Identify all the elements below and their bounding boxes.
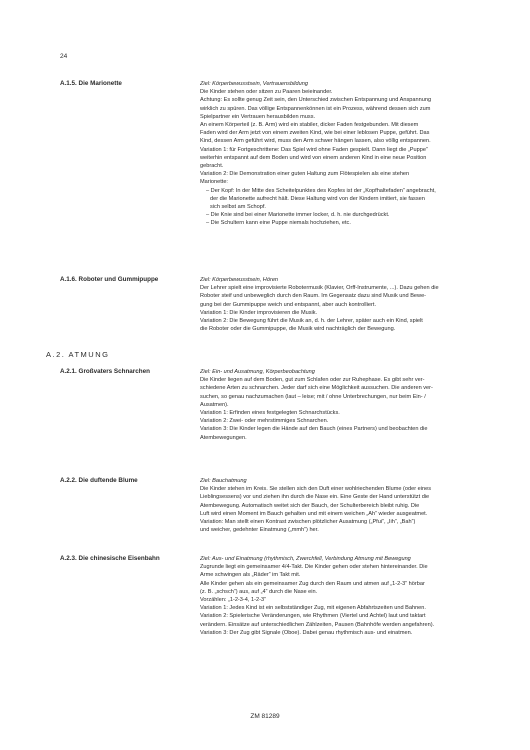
text-line: Variation 2: Die Bewegung führt die Musik an, d. h. der Lehrer, später auch ein Kind, spielt: [200, 318, 423, 325]
bullet-line: der die Marionette aufrecht hält. Diese Haltung wird von der Kindern imitiert, sie fassen: [210, 195, 425, 202]
footer-catalog-number: ZM 81289: [250, 713, 280, 720]
goal-line: Ziel: Bauchatmung: [200, 478, 247, 484]
text-line: Variation 3: Der Zug gibt Signale (Oboe). Dabei genau rhythmisch aus- und einatmen.: [200, 629, 413, 636]
section-title: A.2.3. Die chinesische Eisenbahn: [60, 555, 160, 562]
goal-line: Ziel: Ein- und Ausatmung, Körperbeobachtung: [200, 369, 315, 375]
text-line: Spielpartner ein Vertrauen herausbilden muss.: [200, 113, 316, 120]
text-line: Kind, dessen Arm geführt wird, muss den Arm schwer hängen lassen, also völlig entspannen.: [200, 138, 431, 145]
text-line: Die Kinder stehen im Kreis. Sie stellen sich den Duft einer wohlriechenden Blume (oder eines: [200, 486, 432, 493]
section-body: [200, 276, 482, 333]
text-line: Luft wird einen Moment im Bauch gehalten und mit einem weichen „Ah“ wieder ausgeatmet.: [200, 510, 428, 517]
bullet-line: – Der Kopf: In der Mitte des Scheitelpunktes des Kopfes ist der „Kopfhaltefaden“ angebracht,: [206, 187, 436, 194]
bullet-line: sich selbst am Schopf.: [210, 204, 266, 211]
text-line: Variation 1: Erfinden eines festgelegten Schnarchstücks.: [200, 410, 340, 417]
text-line: und weicher, gedehnter Einatmung („mmh“) her.: [200, 527, 319, 534]
text-line: Faden wird der Arm jetzt von einem zweiten Kind, wie bei einer leblosen Puppe, geführt. Das: [200, 130, 430, 137]
goal-line: Ziel: Körperbewusstsein, Hören: [200, 277, 279, 283]
text-line: schiedene Arten zu schnarchen. Jeder darf sich eine Möglichkeit aussuchen. Die anderen ver-: [200, 385, 433, 392]
section-heading-atmung: A.2. ATMUNG: [46, 350, 110, 359]
text-line: Die Kinder liegen auf dem Boden, gut zum Schlafen oder zur Ruhephase. Es gibt sehr ver-: [200, 377, 425, 384]
text-line: weiterhin entspannt auf dem Boden und wird von einem anderen Kind in eine neue Position: [200, 154, 427, 161]
section-body: [200, 555, 482, 637]
text-line: Der Lehrer spielt eine improvisierte Robotermusik (Klavier, Orff-Instrumente, ...). Dazu gehen die: [200, 285, 439, 292]
text-line: Variation 1: Jedes Kind ist ein selbstständiger Zug, mit eigenen Abfahrtszeiten und Bahnen.: [200, 605, 426, 612]
text-line: gung bei der Gummipuppe weich und entspannt, aber auch kontrolliert.: [200, 301, 377, 308]
text-line: An einem Körperteil (z. B. Arm) wird ein stabiler, dicker Faden festgebunden. Mit diesem: [200, 122, 419, 129]
text-line: Zugrunde liegt ein gemeinsamer 4/4-Takt. Die Kinder gehen oder stehen hintereinander. Die: [200, 564, 428, 571]
section-body: [200, 368, 482, 442]
goal-line: Ziel: Körperbewusstsein, Vertrauensbildung: [200, 81, 308, 87]
section-body: [200, 477, 482, 534]
page-number: 24: [60, 53, 68, 60]
section-title: A.1.6. Roboter und Gummipuppe: [60, 276, 159, 283]
text-line: Achtung: Es sollte genug Zeit sein, den Unterschied zwischen Entspannung und Anspannung: [200, 97, 432, 104]
text-line: suchen, so genau nachzumachen (laut – leise; mit / ohne Unterbrechungen, nur beim Ein- /: [200, 393, 426, 400]
text-line: die Roboter oder die Gummipuppe, die Musik wird nachträglich der Bewegung.: [200, 326, 396, 333]
section-title: A.2.2. Die duftende Blume: [60, 477, 138, 484]
text-line: verändern. Einsätze auf unterschiedlichen Zählzeiten, Pausen (Bahnhöfe werden angefahren).: [200, 621, 435, 628]
text-line: Lieblingsessens) vor und ziehen ihn durch die Nase ein. Eine Geste der Hand unterstützt die: [200, 494, 430, 501]
section-title: A.2.1. Großvaters Schnarchen: [60, 368, 150, 375]
text-line: Variation 1: für Fortgeschrittene: Das Spiel wird ohne Faden gespielt. Dann liegt die „Puppe“: [200, 146, 428, 153]
text-line: Marionette:: [200, 179, 228, 186]
text-line: Variation: Man stellt einen Kontrast zwischen plötzlicher Ausatmung („Pfui“, „Iih“, „Bah“): [200, 519, 416, 526]
text-line: Atembewegungen.: [200, 434, 247, 441]
text-line: (z. B. „schsch“) aus, auf „4“ durch die Nase ein.: [200, 588, 318, 595]
text-line: Variation 1: Die Kinder improvisieren die Musik.: [200, 309, 318, 316]
text-line: Variation 2: Zwei- oder mehrstimmiges Schnarchen.: [200, 418, 329, 425]
text-line: Ausatmen).: [200, 401, 229, 408]
text-line: wirklich zu spüren. Das völlige Entspannenkönnen ist ein Prozess, während dessen sich zum: [200, 105, 431, 112]
text-line: Variation 3: Die Kinder legen die Hände auf den Bauch (eines Partners) und beobachten die: [200, 426, 428, 433]
text-line: Variation 2: Die Demonstration einer guten Haltung zum Flötespielen als eine stehen: [200, 171, 410, 178]
goal-line: Ziel: Aus- und Einatmung (rhythmisch, Zwerchfell, Verbindung Atmung mit Bewegung: [200, 556, 411, 562]
section-body: [200, 80, 482, 228]
text-line: gebracht.: [200, 163, 224, 170]
section-title: A.1.5. Die Marionette: [60, 80, 122, 87]
bullet-line: – Die Schultern kann eine Puppe niemals hochziehen, etc.: [206, 220, 351, 227]
text-line: Vorzählen: „1-2-3-4, 1-2-3“: [200, 597, 266, 604]
text-line: Die Kinder stehen oder sitzen zu Paaren beieinander.: [200, 89, 333, 96]
text-line: Alle Kinder gehen als ein gemeinsamer Zug durch den Raum und atmen auf „1-2-3“ hörbar: [200, 580, 425, 587]
bullet-line: – Die Knie sind bei einer Marionette immer locker, d. h. nie durchgedrückt.: [206, 212, 390, 219]
text-line: Variation 2: Spielerische Veränderungen, wie Rhythmen (Viertel und Achtel) laut und taktart: [200, 613, 426, 620]
text-line: Atembewegung. Automatisch weitet sich der Bauch, der Schulterbereich bleibt ruhig. Die: [200, 502, 420, 509]
text-line: Arme schwingen als „Räder“ im Takt mit.: [200, 572, 301, 579]
text-line: Roboter steif und unbeweglich durch den Raum. Im Gegensatz dazu sind Musik und Bewe-: [200, 293, 427, 300]
